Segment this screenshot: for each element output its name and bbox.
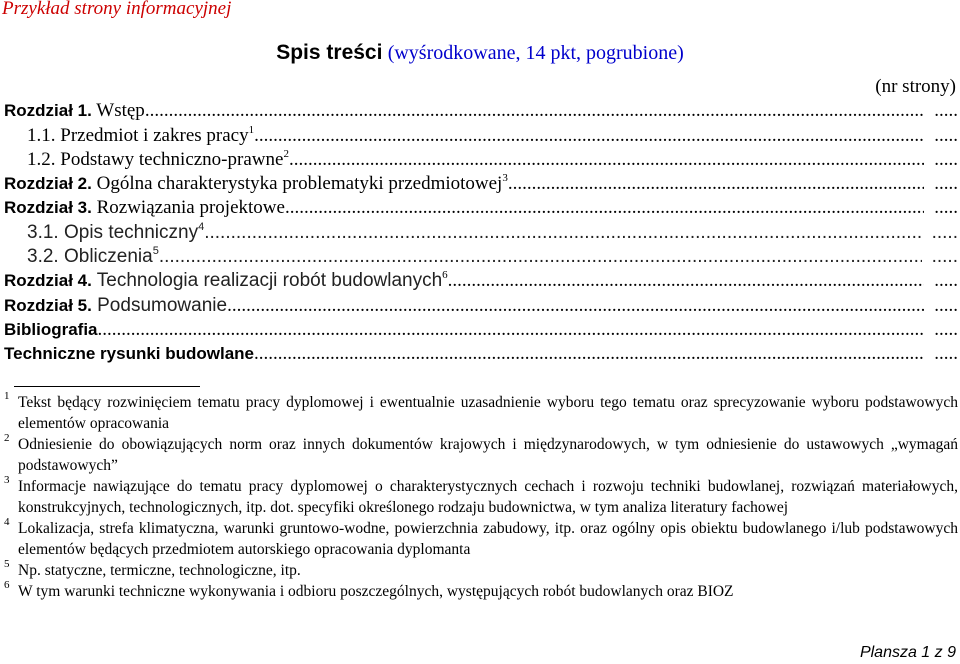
toc-entry-3-1[interactable] <box>4 219 958 243</box>
toc-heading-note: (wyśrodkowane, 14 pkt, pogrubione) <box>387 42 684 64</box>
toc-entry-page: ..... <box>934 148 958 170</box>
leader-dots <box>254 343 924 365</box>
footnote-2 <box>4 434 958 476</box>
footnote-number: 2 <box>4 432 10 444</box>
footnote-1 <box>4 392 958 434</box>
toc-entry-text: Techniczne rysunki budowlane <box>4 344 255 364</box>
footnote-text: Odniesienie do obowiązujących norm oraz innych dokumentów krajowych i międzynarodowych, w tym odniesienie do ustawowych „wymagań podstawowych” <box>18 436 958 474</box>
footnote-ref[interactable]: 1 <box>248 123 255 136</box>
toc-entry-page: ..... <box>934 318 958 340</box>
leader-dots <box>285 197 924 219</box>
toc-entry-bibliografia[interactable] <box>4 317 958 341</box>
toc-entry-rozdzial-4[interactable] <box>4 268 958 292</box>
leader-dots <box>508 173 924 195</box>
footnote-6 <box>4 581 958 602</box>
page-number-column-label: (nr strony) <box>875 76 956 97</box>
toc-entry-text: Ogólna charakterystyka problematyki przedmiotowej <box>91 173 503 195</box>
toc-entry-text: Wstęp <box>91 100 145 122</box>
footnote-3 <box>4 476 958 518</box>
toc-entry-page: ..... <box>931 221 958 243</box>
footnote-text: Np. statyczne, termiczne, technologiczne, itp. <box>18 562 301 579</box>
footnote-number: 6 <box>4 579 10 591</box>
footnote-number: 5 <box>4 558 10 570</box>
toc-entry-text: 3.1. Opis techniczny <box>27 221 199 243</box>
toc-entry-page: ..... <box>934 197 958 219</box>
toc-entry-text: Technologia realizacji robót budowlanych <box>91 270 443 292</box>
footnote-separator <box>14 386 200 387</box>
toc-entry-rozdzial-5[interactable] <box>4 292 958 316</box>
toc-entry-rozdzial-2[interactable] <box>4 171 958 195</box>
toc-heading-main: Spis treści <box>276 41 383 64</box>
toc-entry-page: ..... <box>934 294 958 316</box>
footnote-ref[interactable]: 5 <box>152 245 159 258</box>
toc-entry-text: 3.2. Obliczenia <box>27 246 153 268</box>
toc-entry-page: ..... <box>934 343 958 365</box>
toc-entry-text: 1.2. Podstawy techniczno-prawne <box>27 148 284 170</box>
leader-dots <box>145 100 924 122</box>
toc-entry-prefix: Rozdział 2. <box>4 174 92 194</box>
toc-entry-text: 1.1. Przedmiot i zakres pracy <box>27 124 249 146</box>
toc-entry-prefix: Rozdział 3. <box>4 198 92 218</box>
toc-entry-text: Bibliografia <box>4 319 98 339</box>
leader-dots <box>227 295 924 317</box>
toc-entry-page: ..... <box>931 246 958 268</box>
toc-entry-1-1[interactable] <box>4 122 958 146</box>
footnote-text: Lokalizacja, strefa klimatyczna, warunki gruntowo-wodne, powierzchnia zabudowy, itp. oraz ogólny opis obiektu budowlanego i/lub podstawowych elementów będących przedmiotem autorskiego opracowania dyplomanta <box>18 520 958 558</box>
leader-dots <box>289 149 924 171</box>
footnote-ref[interactable]: 6 <box>442 269 448 282</box>
toc-entry-prefix: Rozdział 5. <box>4 295 92 315</box>
toc-entry-rysunki[interactable] <box>4 341 958 365</box>
toc-entry-rozdzial-3[interactable] <box>4 195 958 219</box>
footnote-ref[interactable]: 2 <box>283 147 289 160</box>
leader-dots <box>98 319 925 341</box>
toc-entry-text: Podsumowanie <box>91 294 228 316</box>
toc-entry-page: ..... <box>934 124 958 146</box>
footnote-number: 4 <box>4 516 10 528</box>
footnote-text: W tym warunki techniczne wykonywania i odbioru poszczególnych, występujących robót budowlanych oraz BIOZ <box>18 583 734 600</box>
footnote-5 <box>4 560 958 581</box>
footnote-ref[interactable]: 4 <box>198 220 205 233</box>
footnote-number: 3 <box>4 474 10 486</box>
footnotes <box>4 392 958 602</box>
toc-entry-rozdzial-1[interactable] <box>4 98 958 122</box>
toc-entry-1-2[interactable] <box>4 147 958 171</box>
page-header-title: Przykład strony informacyjnej <box>2 0 232 19</box>
footnote-4 <box>4 518 958 560</box>
leader-dots <box>159 246 922 268</box>
footnote-text: Informacje nawiązujące do tematu pracy dyplomowej o charakterystycznych cechach i rozwoju techniki budowlanej, rozwiązań materiałowych, konstrukcyjnych, technologicznych, itp. dot. specyfiki określonego rodzaju budownictwa, w tym analiza literatury fachowej <box>18 478 958 516</box>
leader-dots <box>204 222 921 244</box>
toc-entry-page: ..... <box>934 173 958 195</box>
toc-entry-prefix: Rozdział 1. <box>4 101 92 121</box>
page-footer-sheet-info: Plansza 1 z 9 <box>859 644 956 661</box>
footnote-ref[interactable]: 3 <box>502 172 508 185</box>
toc-entry-prefix: Rozdział 4. <box>4 271 92 291</box>
footnote-text: Tekst będący rozwinięciem tematu pracy dyplomowej i ewentualnie uzasadnienie wyboru tego tematu oraz sprecyzowanie wyboru podstawowych elementów opracowania <box>18 394 958 432</box>
table-of-contents <box>4 98 958 365</box>
footnote-number: 1 <box>4 390 10 402</box>
leader-dots <box>254 125 924 147</box>
toc-entry-3-2[interactable] <box>4 244 958 268</box>
toc-heading <box>0 40 960 65</box>
leader-dots <box>448 270 925 292</box>
toc-entry-page: ..... <box>934 270 958 292</box>
toc-entry-page: ..... <box>934 100 958 122</box>
toc-entry-text: Rozwiązania projektowe <box>91 197 285 219</box>
